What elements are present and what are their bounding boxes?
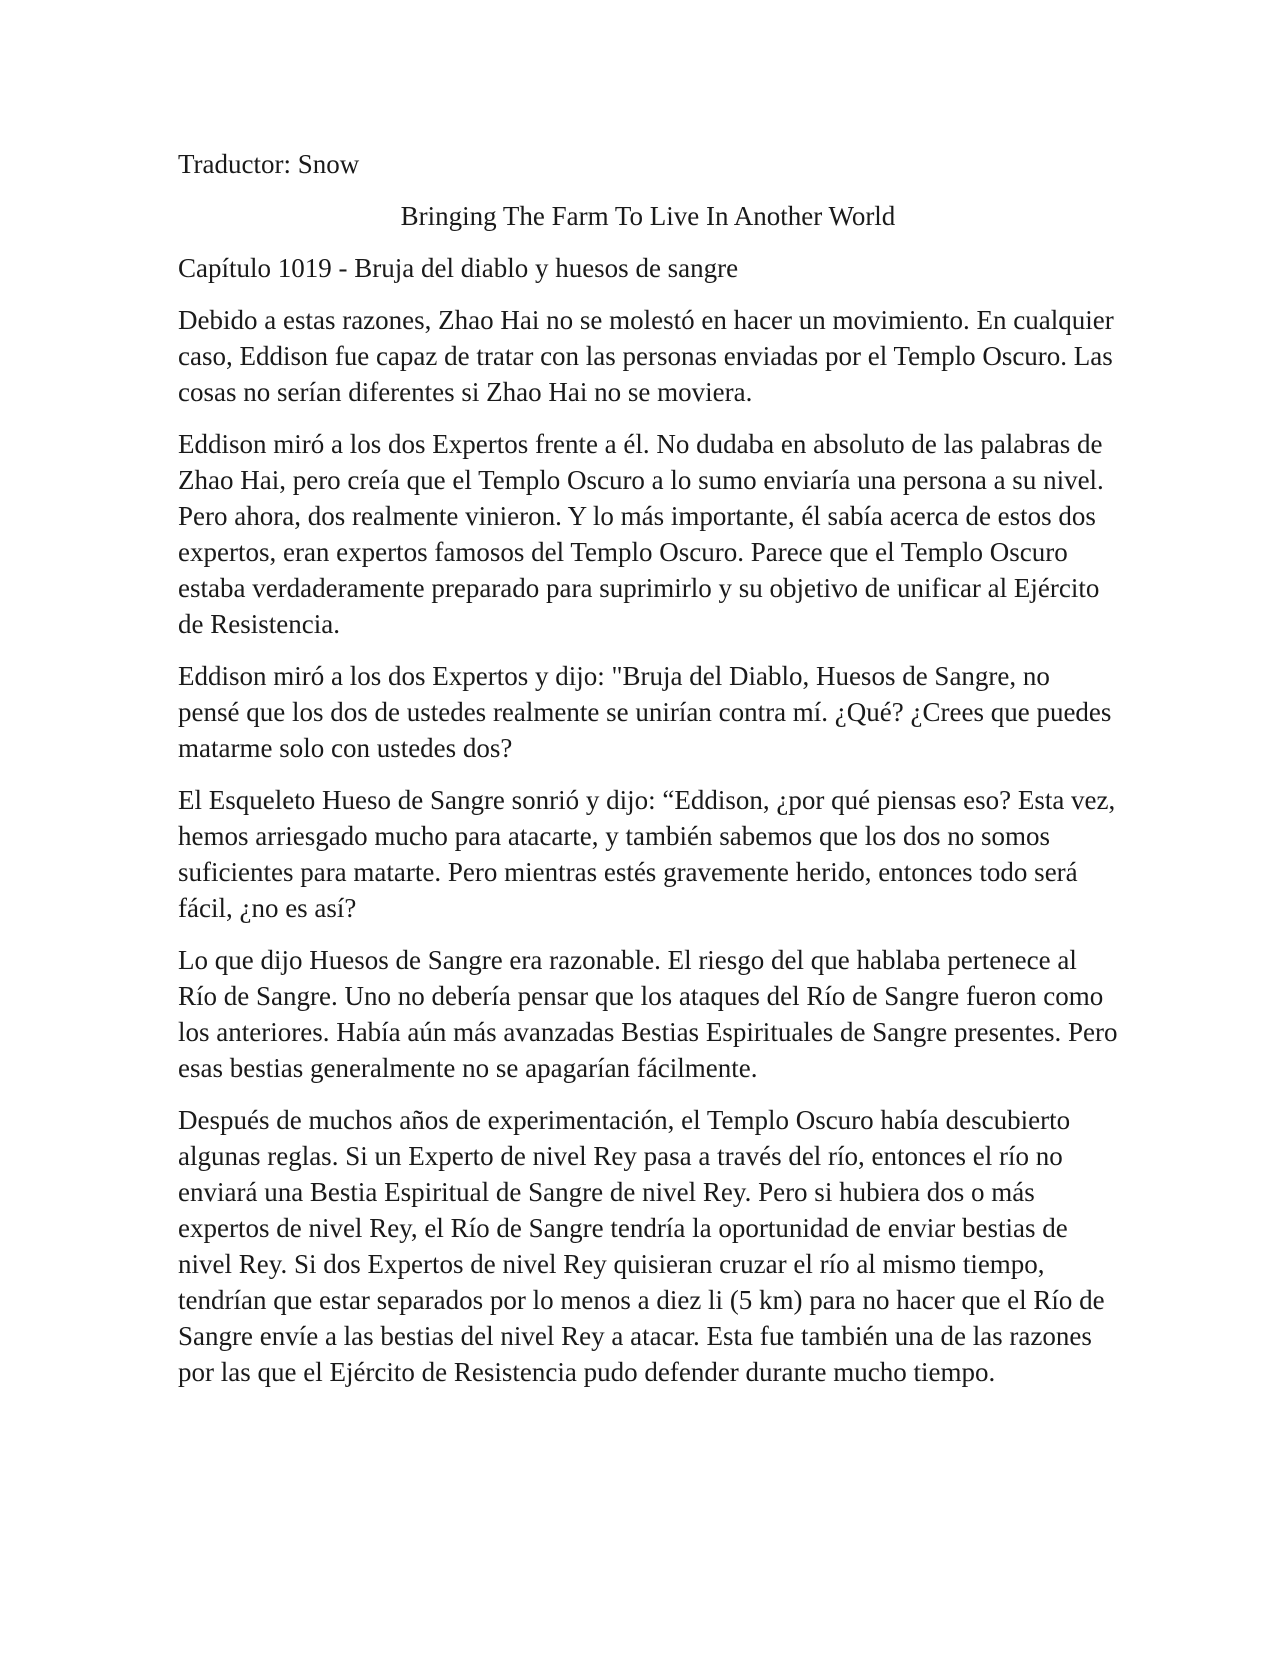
paragraph: Lo que dijo Huesos de Sangre era razonable. El riesgo del que hablaba pertenece al Río de Sangre. Uno no debería pensar que los ataques del Río de Sangre fueron como los anteriores. Había aún más avanzadas Bestias Espirituales de Sangre presentes. Pero esas bestias generalmente no se apagarían fácilmente. xyxy=(178,945,1118,1083)
paragraph: Eddison miró a los dos Expertos frente a él. No dudaba en absoluto de las palabras de Zhao Hai, pero creía que el Templo Oscuro a lo sumo enviaría una persona a su nivel. Pero ahora, dos realmente vinieron. Y lo más importante, él sabía acerca de estos dos expertos, eran expertos famosos del Templo Oscuro. Parece que el Templo Oscuro estaba verdaderamente preparado para suprimirlo y su objetivo de unificar al Ejército de Resistencia. xyxy=(178,429,1104,639)
document-page xyxy=(178,146,1118,1406)
paragraph: Debido a estas razones, Zhao Hai no se molestó en hacer un movimiento. En cualquier caso, Eddison fue capaz de tratar con las personas enviadas por el Templo Oscuro. Las cosas no serían diferentes si Zhao Hai no se moviera. xyxy=(178,305,1114,407)
paragraph: Después de muchos años de experimentación, el Templo Oscuro había descubierto algunas reglas. Si un Experto de nivel Rey pasa a través del río, entonces el río no enviará una Bestia Espiritual de Sangre de nivel Rey. Pero si hubiera dos o más expertos de nivel Rey, el Río de Sangre tendría la oportunidad de enviar bestias de nivel Rey. Si dos Expertos de nivel Rey quisieran cruzar el río al mismo tiempo, tendrían que estar separados por lo menos a diez li (5 km) para no hacer que el Río de Sangre envíe a las bestias del nivel Rey a atacar. Esta fue también una de las razones por las que el Ejército de Resistencia pudo defender durante mucho tiempo. xyxy=(178,1105,1105,1387)
paragraph: Eddison miró a los dos Expertos y dijo: "Bruja del Diablo, Huesos de Sangre, no pensé que los dos de ustedes realmente se unirían contra mí. ¿Qué? ¿Crees que puedes matarme solo con ustedes dos? xyxy=(178,661,1112,763)
translator-credit: Traductor: Snow xyxy=(178,149,360,179)
book-title: Bringing The Farm To Live In Another World xyxy=(400,201,896,231)
chapter-title: Capítulo 1019 - Bruja del diablo y huesos de sangre xyxy=(178,253,739,283)
paragraph: El Esqueleto Hueso de Sangre sonrió y dijo: “Eddison, ¿por qué piensas eso? Esta vez, hemos arriesgado mucho para atacarte, y también sabemos que los dos no somos suficientes para matarte. Pero mientras estés gravemente herido, entonces todo será fácil, ¿no es así? xyxy=(178,785,1116,923)
